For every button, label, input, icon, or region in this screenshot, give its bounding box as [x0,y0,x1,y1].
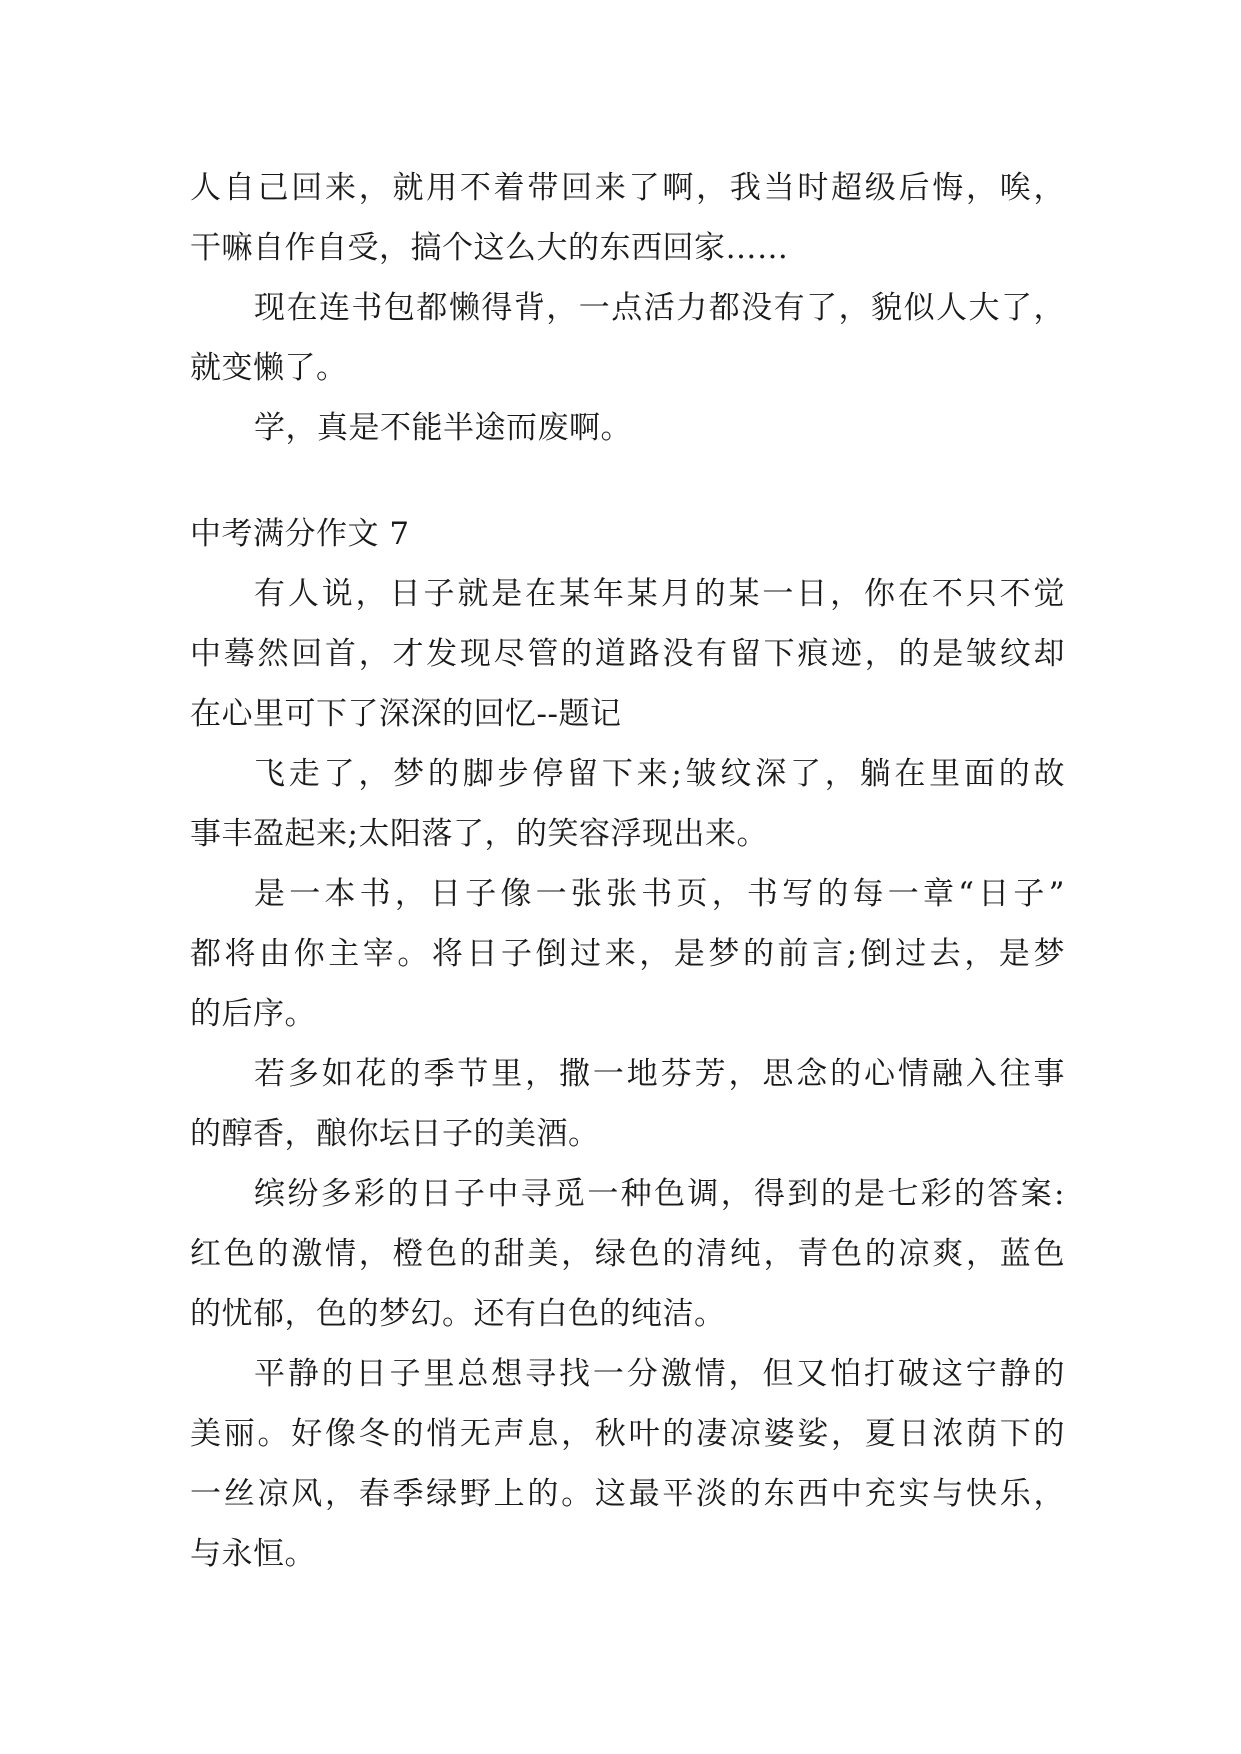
text-line: 都将由你主宰。将日子倒过来，是梦的前言;倒过去，是梦 [190,936,1065,972]
text-line: 学，真是不能半途而废啊。 [254,410,632,446]
text-line: 的忧郁，色的梦幻。还有白色的纯洁。 [190,1296,726,1332]
text-line: 红色的激情，橙色的甜美，绿色的清纯，青色的凉爽，蓝色 [190,1236,1065,1272]
text-line: 美丽。好像冬的悄无声息，秋叶的凄凉婆娑，夏日浓荫下的 [190,1416,1065,1452]
text-line: 是一本书，日子像一张张书页，书写的每一章“日子” [254,876,1065,912]
text-line: 事丰盈起来;太阳落了，的笑容浮现出来。 [190,816,768,852]
text-line: 就变懒了。 [190,350,348,386]
text-line: 干嘛自作自受，搞个这么大的东西回家…… [190,230,789,266]
text-line: 飞走了，梦的脚步停留下来;皱纹深了，躺在里面的故 [254,756,1065,792]
text-line: 的醇香，酿你坛日子的美酒。 [190,1116,600,1152]
section-heading: 中考满分作文 7 [190,516,410,552]
text-line: 缤纷多彩的日子中寻觅一种色调，得到的是七彩的答案: [254,1176,1065,1212]
text-line: 现在连书包都懒得背，一点活力都没有了，貌似人大了， [254,290,1065,326]
text-line: 的后序。 [190,996,316,1032]
text-line: 与永恒。 [190,1536,316,1572]
text-line: 在心里可下了深深的回忆--题记 [190,696,622,732]
text-line: 一丝凉风，春季绿野上的。这最平淡的东西中充实与快乐， [190,1476,1065,1512]
text-line: 中蓦然回首，才发现尽管的道路没有留下痕迹，的是皱纹却 [190,636,1065,672]
text-line: 人自己回来，就用不着带回来了啊，我当时超级后悔，唉， [190,170,1065,206]
text-line: 有人说，日子就是在某年某月的某一日，你在不只不觉 [254,576,1065,612]
text-line: 若多如花的季节里，撒一地芬芳，思念的心情融入往事 [254,1056,1065,1092]
text-line: 平静的日子里总想寻找一分激情，但又怕打破这宁静的 [254,1356,1065,1392]
